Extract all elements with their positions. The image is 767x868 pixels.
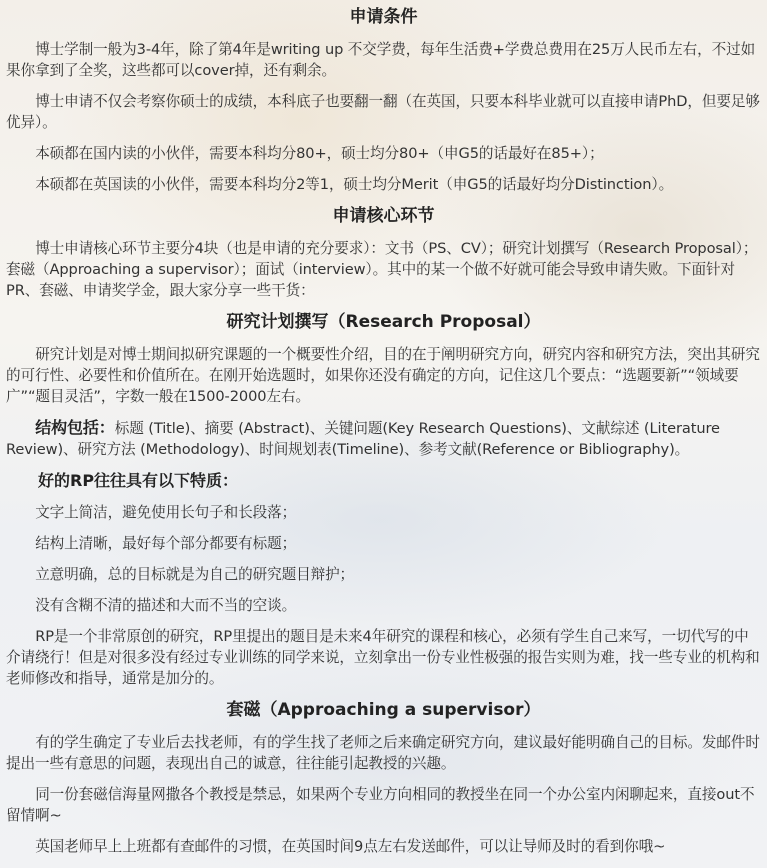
paragraph: 本硕都在国内读的小伙伴，需要本科均分80+，硕士均分80+（申G5的话最好在85+）； [35,145,604,162]
paragraph: 博士学制一般为3-4年，除了第4年是writing up 不交学费，每年生活费+学费总费用在25万人民币左右，不过如果你拿到了全奖，这些都可以cover掉，还有剩余。 [6,41,756,79]
paragraph: 同一份套磁信海量网撒各个教授是禁忌，如果两个专业方向相同的教授坐在同一个办公室内闲聊起来，直接out不留情啊~ [6,786,755,824]
list-item: 立意明确，总的目标就是为自己的研究题目辩护； [35,566,355,583]
structure-lead: 结构包括： [35,418,115,437]
paragraph: 有的学生确定了专业后去找老师，有的学生找了老师之后来确定研究方向，建议最好能明确自己的目标。发邮件时提出一些有意思的问题，表现出自己的诚意，往往能引起教授的兴趣。 [6,734,760,772]
subheading-good-rp: 好的RP往往具有以下特质： [38,471,239,490]
paragraph: 本硕都在英国读的小伙伴，需要本科均分2等1，硕士均分Merit（申G5的话最好均分Distinction）。 [35,176,674,193]
section-title-supervisor: 套磁（Approaching a supervisor） [226,700,541,720]
list-item: 结构上清晰，最好每个部分都要有标题； [35,535,297,552]
section-title-requirements: 申请条件 [349,7,418,27]
section-title-core-steps: 申请核心环节 [332,206,435,226]
paragraph: 研究计划是对博士期间拟研究课题的一个概要性介绍，目的在于阐明研究方向，研究内容和研究方法，突出其研究的可行性、必要性和价值所在。在刚开始选题时，如果你还没有确定的方向，记住这几个要点：“选题要新”“领域要广”“题目灵活”，字数一般在1500-2000左右。 [6,346,760,405]
paragraph: RP是一个非常原创的研究，RP里提出的题目是未来4年研究的课程和核心，必须有学生自己来写，一切代写的中介请绕行！但是对很多没有经过专业训练的同学来说，立刻拿出一份专业性极强的报告实则为难，找一些专业的机构和老师修改和指导，通常是加分的。 [6,628,760,687]
list-item: 文字上简洁，避免使用长句子和长段落； [35,504,297,521]
section-title-research-proposal: 研究计划撰写（Research Proposal） [226,312,541,332]
paragraph-structure [6,417,761,460]
paragraph: 博士申请核心环节主要分4块（也是申请的充分要求）：文书（PS、CV）；研究计划撰写（Research Proposal）；套磁（Approaching a supervisor）；面试（interview）。其中的某一个做不好就可能会导致申请失败。下面针对PR、套磁、申请奖学金，跟大家分享一些干货： [6,240,758,299]
list-item: 没有含糊不清的描述和大而不当的空谈。 [35,597,297,614]
paragraph: 博士申请不仅会考察你硕士的成绩，本科底子也要翻一翻（在英国，只要本科毕业就可以直接申请PhD，但要足够优异）。 [6,93,760,131]
structure-body: 标题 (Title)、摘要 (Abstract)、关键问题(Key Research Questions)、文献综述 (Literature Review)、研究方法 (Methodology)、时间规划表(Timeline)、参考文献(Reference or Bibliography)。 [6,420,720,458]
paragraph: 英国老师早上上班都有查邮件的习惯，在英国时间9点左右发送邮件，可以让导师及时的看到你哦~ [35,838,666,855]
